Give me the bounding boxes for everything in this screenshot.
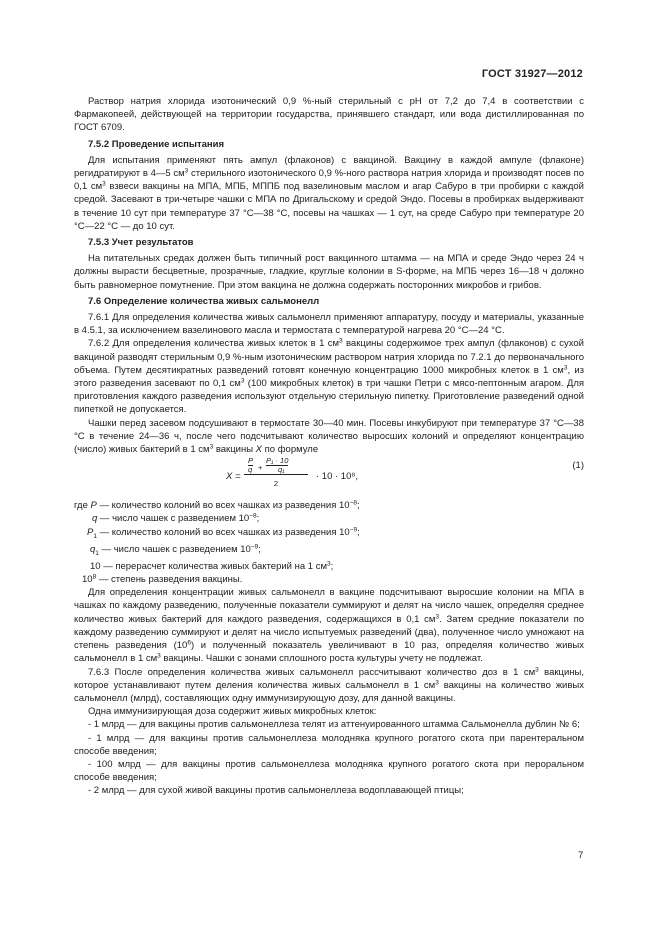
formula-p1-num: P₁ · 10 <box>266 456 289 466</box>
paragraph: Раствор натрия хлорида изотонический 0,9 %-ный стерильный с pH от 7,2 до 7,4 в соответствии с Фармакопеей, действующей на территории государства, принявшего стандарт, или вода дистиллированная по ГОСТ 6709. <box>74 96 584 134</box>
paragraph: - 100 млрд — для вакцины против сальмонеллеза молодняка крупного рогатого скота при пероральном способе введения; <box>74 758 584 784</box>
formula-denominator: 2 <box>273 479 279 489</box>
formula-tail: · 10 · 10⁸, <box>316 471 359 483</box>
paragraph: Для испытания применяют пять ампул (флаконов) с вакциной. Вакцину в каждой ампуле (флаконе) регидратируют в 4—5 $см^3$ стерильного изотонического 0,9 %-ного раствора натрия хлорида и производят посев по 0,1 $см^3$ взвеси вакцины на МПА, МПБ, МППБ под вазелиновым маслом и агар Сабуро в три пробирки с каждой средой. Засевают в три-четыре чашки с МПА по Дригальскому и средой Эндо. Посевы в пробирках выдерживают в течение 10 сут при температуре 37 °С—38 °С, посевы на чашках — 1 сут, на среде Сабуро при температуре 20 °С—22 °С — до 10 сут. <box>74 154 585 232</box>
formula-fraction: P q + P₁ · 10 q₁ 2 <box>244 457 308 490</box>
paragraph: Одна иммунизирующая доза содержит живых микробных клеток: <box>88 706 377 718</box>
paragraph: 7.6.3 После определения количества живых сальмонелл рассчитывают количество доз в 1 $см^3$ вакцины, которое устанавливают путем деления количества живых сальмонелл в 1 $см^3$ вакцины на количество живых сальмонелл (млрд), составляющих одну иммунизирующую дозу, для данной вакцины. <box>74 666 584 704</box>
standard-code: ГОСТ 31927—2012 <box>481 68 583 80</box>
paragraph: - 2 млрд — для сухой живой вакцины против сальмонеллеза водоплавающей птицы; <box>88 785 464 797</box>
legend-item: 10 — перерасчет количества живых бактерий на 1 $см^3$; <box>90 560 334 572</box>
legend-item: $10^8$ — степень разведения вакцины. <box>82 573 243 586</box>
legend-item: где P — количество колоний во всех чашках из разведения $10^{-8}$; <box>74 499 360 512</box>
paragraph: Чашки перед засевом подсушивают в термостате 30—40 мин. Посевы инкубируют при температуре 37 °С—38 °С в течение 24—36 ч, после чего подсчитывают количество выросших колоний и определяют концентрацию (число) живых бактерий в 1 $см^3$ вакцины X по формуле <box>74 417 584 456</box>
formula-legend <box>74 499 584 586</box>
legend-item: q — число чашек с разведением $10^{-8}$; <box>92 512 260 525</box>
section-heading: 7.6 Определение количества живых сальмонелл <box>88 295 320 307</box>
formula-1 <box>74 457 584 495</box>
document-body <box>74 95 584 798</box>
formula-lhs: X = <box>226 471 241 483</box>
paragraph: 7.6.2 Для определения количества живых клеток в 1 $см^3$ вакцины содержимое трех ампул (флаконов) с сухой вакциной разводят стерильным 0,9 %-ным изотоническим раствором натрия хлорида по 7.2.1 до первоначального объема. Путем десятикратных разведений готовят конечную концентрацию 1000 микробных клеток в 1 $см^3$, из этого разведения засевают по 0,1 $см^3$ (100 микробных клеток) в три чашки Петри с мясо-пептонным агаром. Для приготовления каждого разведения используют отдельную стерильную пипетку. Приготовление разведений одной пипеткой не допускается. <box>74 337 585 416</box>
paragraph: - 1 млрд — для вакцины против сальмонеллеза молодняка крупного рогатого скота при парентеральном способе введения; <box>74 732 584 757</box>
formula-p1-den: q₁ <box>278 465 285 475</box>
section-heading: 7.5.3 Учет результатов <box>88 237 194 249</box>
legend-item: $q_1$ — число чашек с разведением $10^{-9}$; <box>90 543 261 557</box>
paragraph: 7.6.1 Для определения количества живых сальмонелл применяют аппаратуру, посуду и материалы, указанные в 4.5.1, за исключением вазелинового масла и термостата с температурой нагрева 20 °С—24 °С. <box>74 312 584 337</box>
paragraph: - 1 млрд — для вакцины против сальмонеллеза телят из аттенуированного штамма Сальмонелла дублин № 6; <box>88 719 580 731</box>
formula-number: (1) <box>572 460 584 472</box>
legend-item: $P_1$ — количество колоний во всех чашках из разведения $10^{-9}$; <box>87 526 360 540</box>
page-number: 7 <box>578 850 584 861</box>
paragraph: Для определения концентрации живых сальмонелл в вакцине подсчитывают выросшие колонии на МПА в чашках по каждому разведению, полученные показатели суммируют и делят на число чашек, определяя среднее количество живых бактерий для каждого разведения, содержащихся в 0,1 $см^3$. Затем средние показатели по каждому разведению суммируют и делят на число испытуемых разведений (два), полученное число умножают на степень разведения $(10^6)$ и полученный показатель увеличивают в 10 раз, определяя количество живых сальмонелл в 1 $см^3$ вакцины. Чашки с зонами сплошного роста культуры учету не подлежат. <box>74 587 584 665</box>
paragraph: На питательных средах должен быть типичный рост вакцинного штамма — на МПА и среде Эндо через 24 ч должны вырасти бесцветные, прозрачные, гладкие, круглые колонии в S-форме, на МПБ через 16—18 ч должно быть равномерное помутнение. При этом вакцина не должна содержать посторонних микробов и грибов. <box>74 253 584 291</box>
section-heading: 7.5.2 Проведение испытания <box>88 138 225 150</box>
